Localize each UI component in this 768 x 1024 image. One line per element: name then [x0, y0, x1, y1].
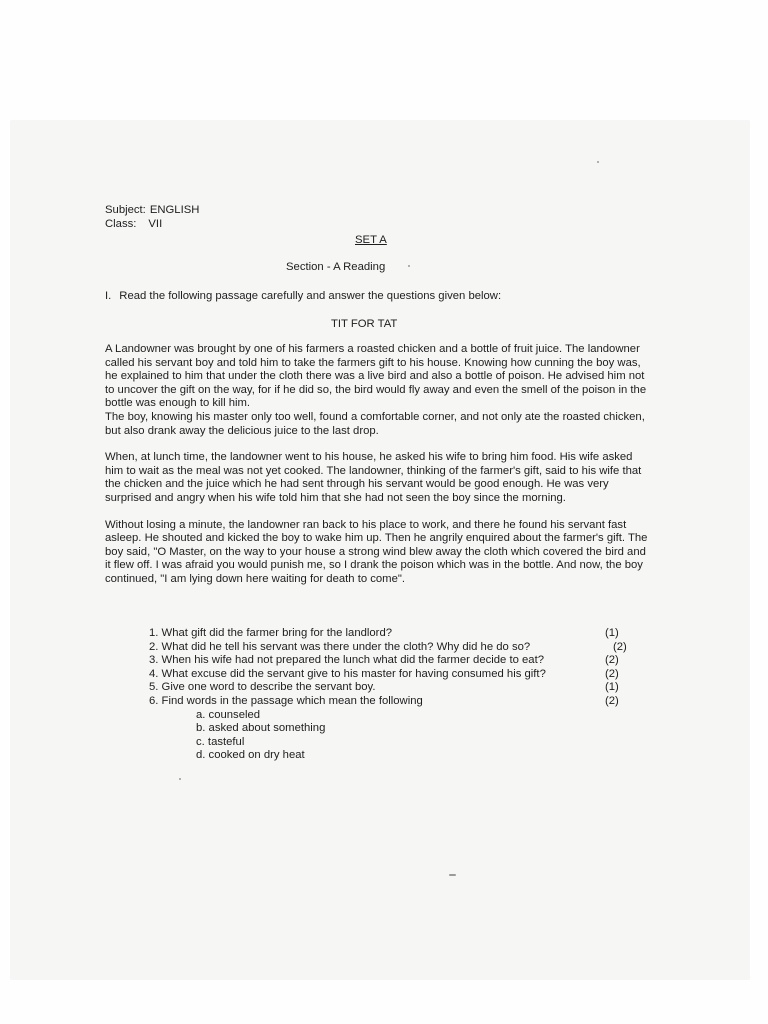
question-marks: (1) [605, 681, 619, 694]
question-list [149, 627, 629, 763]
question-text: 2. What did he tell his servant was there under the cloth? Why did he do so? [149, 640, 531, 653]
class-value: VII [148, 217, 163, 230]
question-item [149, 695, 629, 709]
sub-item: a. counseled [196, 708, 261, 721]
section-heading: Section - A Reading [286, 261, 386, 273]
instruction-text: Read the following passage carefully and answer the questions given below: [119, 290, 502, 302]
instruction-number: I. [105, 290, 112, 302]
question-item [149, 668, 629, 682]
passage-title: TIT FOR TAT [331, 318, 398, 330]
passage-paragraph: A Landowner was brought by one of his farmers a roasted chicken and a bottle of fruit juice. The landowner called his servant boy and told him to take the farmers gift to his house. Knowing how cunning the boy was, he explained to him that under the cloth there was a live bird and also a bottle of poison. He advised him not to uncover the gift on the way, for if he did so, the bird would fly away and even the smell of the poison in the bottle was enough to kill him. [105, 343, 647, 410]
question-marks: (2) [605, 667, 619, 680]
scan-speck [408, 265, 410, 267]
subject-label: Subject: [105, 204, 146, 216]
question-marks: (2) [613, 640, 627, 653]
question-text: 6. Find words in the passage which mean the following [149, 694, 423, 707]
question-item [149, 681, 629, 695]
passage-paragraph: Without losing a minute, the landowner ran back to his place to work, and there he found his servant fast asleep. He shouted and kicked the boy to wake him up. Then he angrily enquired about the farmer's gift. The boy said, "O Master, on the way to your house a strong wind blew away the cloth which covered the bird and it flew off. I was afraid you would punish me, so I drank the poison which was in the bottle. And now, the boy continued, "I am lying down here waiting for death to come". [105, 518, 648, 585]
passage-paragraph: When, at lunch time, the landowner went to his house, he asked his wife to bring him food. His wife asked him to wait as the meal was not yet cooked. The landowner, thinking of the farmer's gift, said to his wife that the chicken and the juice which he had sent through his servant would be good enough. He was very surprised and angry when his wife told him that she had not seen the boy since the morning. [105, 451, 642, 504]
question-text: 3. When his wife had not prepared the lunch what did the farmer decide to eat? [149, 654, 545, 667]
set-label: SET A [355, 234, 387, 246]
class-label: Class: [105, 217, 137, 230]
subject-line [105, 204, 650, 218]
sub-item: c. tasteful [196, 735, 245, 748]
exam-document [105, 204, 650, 762]
scan-speck [179, 778, 181, 780]
question-marks: (1) [605, 627, 619, 639]
sub-item-list [149, 709, 629, 763]
instruction [105, 290, 650, 304]
question-text: 5. Give one word to describe the servant boy. [149, 681, 376, 694]
scan-speck [449, 874, 456, 876]
sub-item-block [149, 709, 629, 763]
class-line [105, 218, 650, 232]
question-item [149, 641, 629, 655]
question-text: 1. What gift did the farmer bring for the landlord? [149, 627, 393, 639]
sub-item: d. cooked on dry heat [196, 749, 305, 762]
question-item [149, 627, 629, 641]
question-marks: (2) [605, 694, 619, 707]
question-marks: (2) [605, 654, 619, 667]
question-text: 4. What excuse did the servant give to his master for having consumed his gift? [149, 667, 546, 680]
subject-value: ENGLISH [149, 204, 200, 216]
passage-paragraph: The boy, knowing his master only too well, found a comfortable corner, and not only ate the roasted chicken, but also drank away the delicious juice to the last drop. [105, 410, 645, 437]
sub-item: b. asked about something [196, 722, 326, 735]
scan-speck [597, 161, 599, 163]
question-item [149, 654, 629, 668]
passage [105, 343, 650, 600]
